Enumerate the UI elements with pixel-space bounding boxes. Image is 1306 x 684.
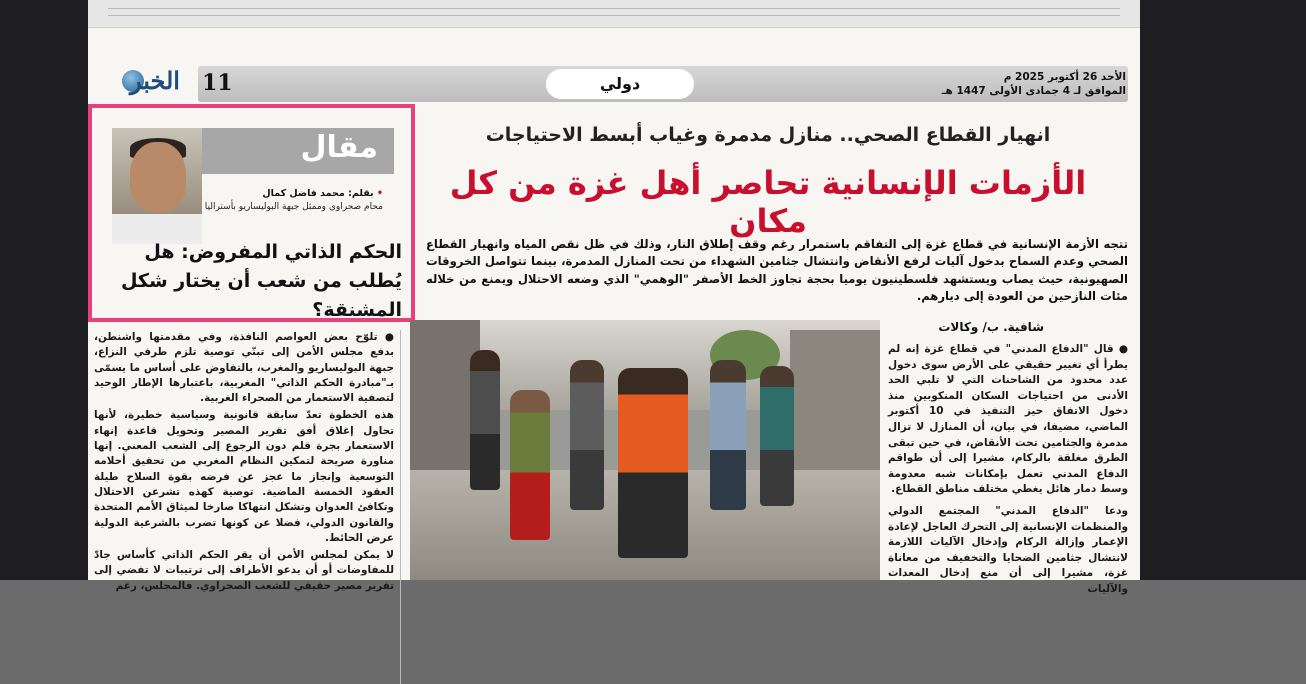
newspaper-page — [88, 0, 1140, 595]
byline-prefix: بقلم: — [348, 188, 374, 199]
section-label: دولي — [546, 69, 694, 99]
byline-dot: • — [373, 188, 383, 199]
article-credit: شافية. ب/ وكالات — [938, 320, 1044, 334]
date-hijri: الموافق لـ 4 جمادى الأولى 1447 هـ — [941, 85, 1126, 97]
viewer-right-background — [1140, 0, 1306, 580]
date-gregorian: الأحد 26 أكتوبر 2025 م — [1003, 71, 1126, 83]
article-kicker: انهيار القطاع الصحي.. منازل مدمرة وغياب أبسط الاحتياجات — [485, 124, 1051, 146]
opinion-paragraph: لا يمكن لمجلس الأمن أن يقر الحكم الذاتي كأساس جادّ للمفاوضات أو أن يدعو الأطراف إلى ترتيبات لا تفضي إلى تقرير مصير حقيقي للشعب الصحراوي. فالمجلس، رغم — [94, 549, 394, 592]
page-number: 11 — [202, 70, 233, 96]
opinion-label-text: مقال — [300, 130, 378, 165]
photo-person — [710, 360, 746, 510]
opinion-highlight-box — [88, 104, 415, 322]
top-rule — [108, 8, 1120, 16]
author-photo — [112, 128, 202, 238]
opinion-paragraph: هذه الخطوة تعدّ سابقة قانونية وسياسية خطيرة، لأنها تحاول إغلاق أفق تقرير المصير وتحويل قاعدة إنهاء الاستعمار بجرة قلم دون الرجوع إلى الشعب المعني. إنها مناورة صريحة لتمكين النظام المغربي من تحقيق أحلامه التوسعية وإنجاز ما عجز عن فرضه بقوة السلاح طيلة العقود الخمسة الماضية. توصية كهذه تشرعن الاحتلال وتكافئ العدوان وتشكل انتهاكا صارخا لميثاق الأمم المتحدة والقانون الدولي، فضلا عن كونها تضرب بالشرعية الدولية عرض الحائط. — [94, 409, 394, 544]
page-top-strip — [88, 0, 1140, 28]
photo-person — [470, 350, 500, 490]
column-divider — [400, 330, 401, 684]
photo-person — [570, 360, 604, 510]
article-photo — [410, 320, 880, 580]
article-body — [888, 342, 1128, 604]
author-face — [130, 142, 186, 212]
photo-person — [510, 390, 550, 540]
photo-person-carrying-child — [618, 368, 688, 558]
newspaper-logo — [120, 66, 186, 100]
article-lead: تتجه الأزمة الإنسانية في قطاع غزة إلى التفاقم باستمرار رغم وقف إطلاق النار، وذلك في ظل نقص المياه وانهيار القطاع الصحي وعدم السماح بدخول آليات لرفع الأنقاض وانتشال جثامين الشهداء من تحت المنازل المدمرة، بينما تتواصل الخروقات الصهيونية، حيث يصاب ويستشهد فلسطينيون يوميا بحجة تجاوز الخط الأصفر "الوهمي" الذي وضعه الاحتلال ويمنع من خلاله مئات النازحين من العودة إلى ديارهم. — [426, 237, 1128, 304]
logo-text: الخبر — [130, 66, 180, 95]
photo-building-right — [790, 330, 880, 490]
opinion-paragraph: ● تلوّح بعض العواصم النافذة، وفي مقدمتها واشنطن، بدفع مجلس الأمن إلى تبنّي توصية تلزم طرفي النزاع، جبهة البوليساريو والمغرب، بالتفاوض على أساس ما يسمّى بـ"مبادرة الحكم الذاتي" المغربية، باعتبارها الإطار الوحيد لتصفية الاستعمار من الصحراء الغربية. — [94, 331, 394, 405]
opinion-column — [88, 104, 406, 592]
byline — [262, 188, 383, 199]
opinion-label — [202, 128, 394, 174]
author-role: محام صحراوي وممثل جبهة البوليساريو بأستراليا — [204, 202, 383, 212]
photo-person — [760, 366, 794, 506]
article-headline: الأزمات الإنسانية تحاصر أهل غزة من كل مكان — [449, 164, 1087, 240]
author-name: محمد فاضل كمال — [262, 188, 345, 199]
viewer-left-background — [0, 0, 88, 580]
article-paragraph: ودعا "الدفاع المدني" المجتمع الدولي والمنظمات الإنسانية إلى التحرك العاجل لإعادة الإعمار وإزالة الركام وإدخال الآليات اللازمة لانتشال جثامين الضحايا والتخفيف من معاناة غزة، مشيرا إلى أن منع إدخال المعدات والآليات — [888, 504, 1128, 595]
date-block — [942, 70, 1126, 98]
opinion-body — [94, 330, 394, 596]
opinion-title: الحكم الذاتي المفروض: هل يُطلب من شعب أن يختار شكل المشنقة؟ — [120, 241, 402, 321]
article-paragraph: ● قال "الدفاع المدني" في قطاع غزة إنه لم يطرأ أي تغيير حقيقي على الأرض سوى دخول عدد محدود من الشاحنات التي لا تلبي الحد الأدنى من احتياجات السكان المنكوبين منذ دخول الاتفاق حيز التنفيذ في 10 أكتوبر الماضي، مضيفا، في بيان، أن المنازل لا تزال مدمرة والجثامين تحت الأنقاض، في حين تبقى الطرق مغلقة بالركام، مشيرا إلى أن طواقم الدفاع المدني تعمل بإمكانات شبه معدومة وسط دمار هائل يغطي مختلف مناطق القطاع. — [888, 343, 1128, 496]
